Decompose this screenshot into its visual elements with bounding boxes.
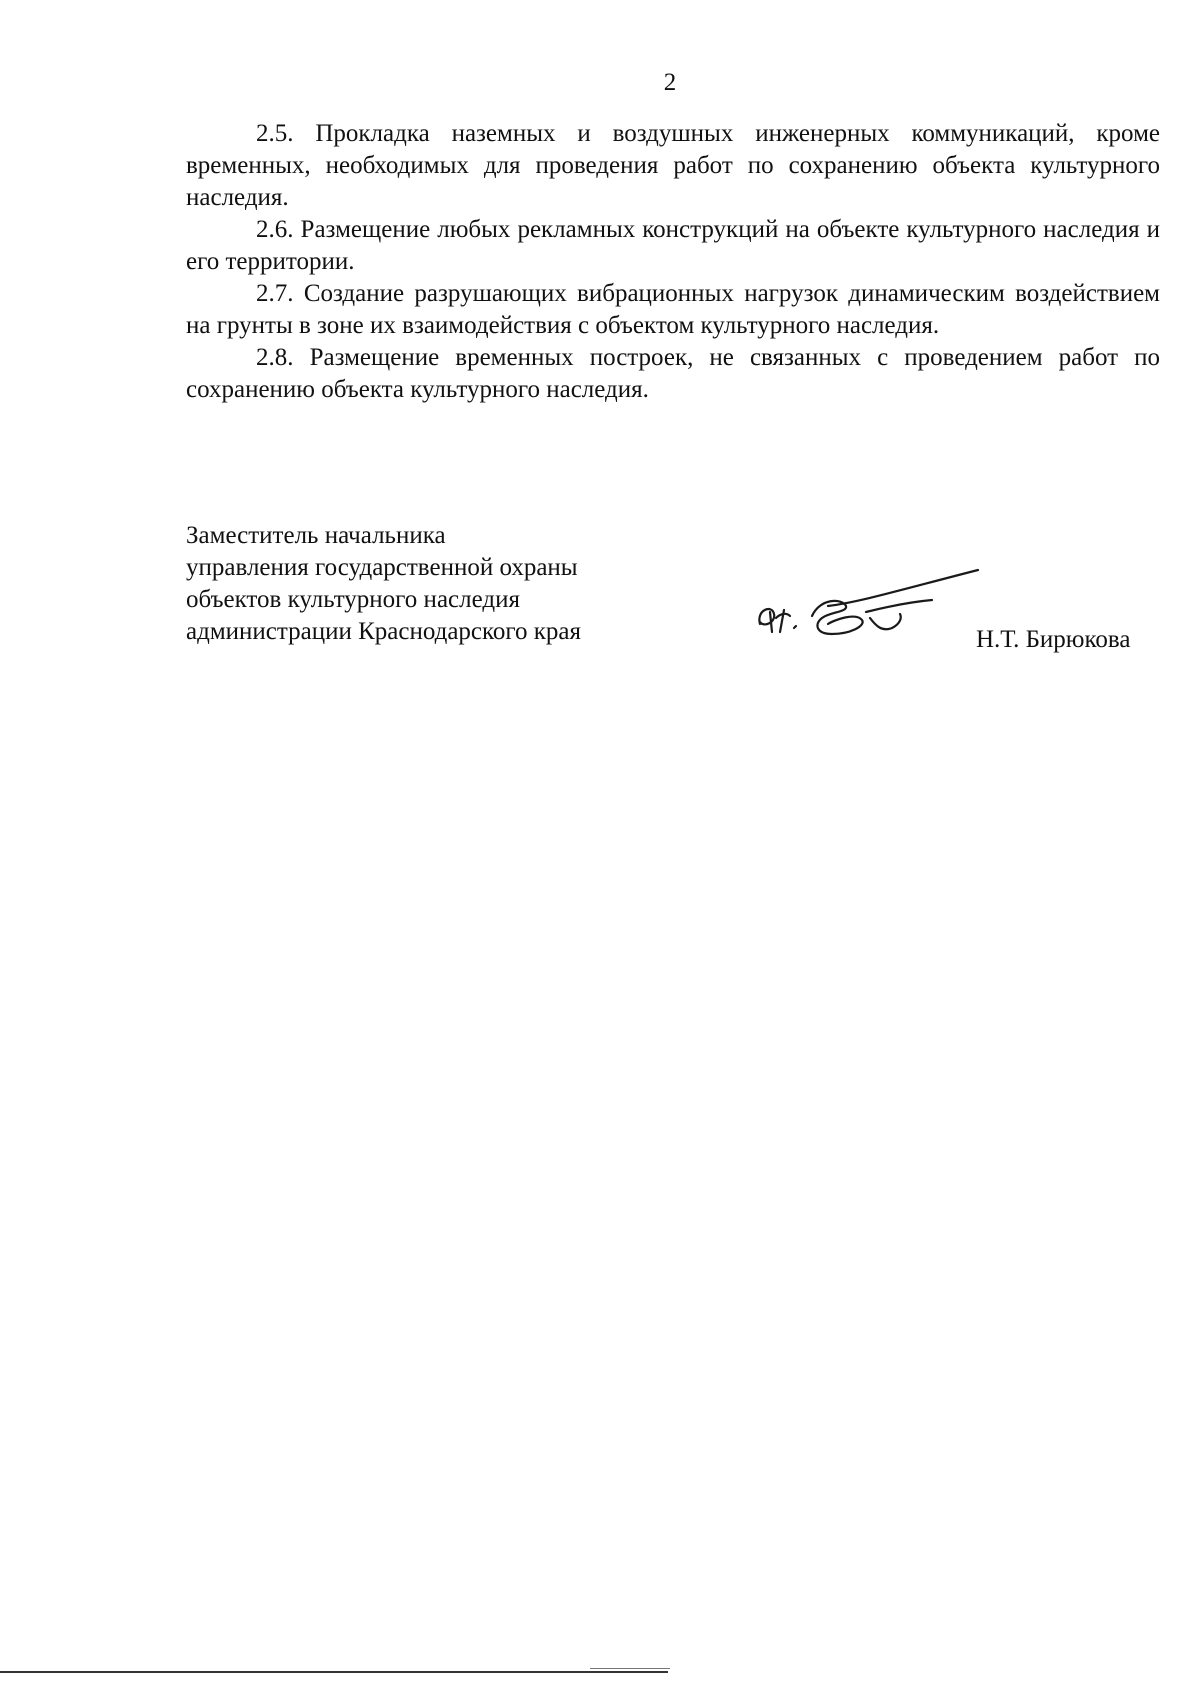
- footer-rule-fragment: [590, 1668, 670, 1669]
- document-body: [186, 118, 1160, 406]
- position-line: администрации Краснодарского края: [186, 618, 582, 645]
- handwritten-signature: [750, 562, 980, 642]
- signatory-position: [186, 520, 581, 648]
- footer-rule: [0, 1671, 668, 1673]
- page-number: 2: [663, 69, 677, 96]
- paragraph-2-8: 2.8. Размещение временных построек, не связанных с проведением работ по сохранению объекта культурного наследия.: [186, 344, 1160, 403]
- position-line: управления государственной охраны: [186, 554, 578, 581]
- paragraph-2-5: 2.5. Прокладка наземных и воздушных инженерных коммуникаций, кроме временных, необходимых для проведения работ по сохранению объекта культурного наследия.: [186, 120, 1160, 211]
- position-line: Заместитель начальника: [186, 522, 446, 549]
- paragraph-2-7: 2.7. Создание разрушающих вибрационных нагрузок динамическим воздействием на грунты в зоне их взаимодействия с объектом культурного наследия.: [186, 280, 1160, 339]
- signer-name: Н.Т. Бирюкова: [976, 626, 1131, 653]
- position-line: объектов культурного наследия: [186, 586, 520, 613]
- paragraph-2-6: 2.6. Размещение любых рекламных конструкций на объекте культурного наследия и его территории.: [186, 216, 1160, 275]
